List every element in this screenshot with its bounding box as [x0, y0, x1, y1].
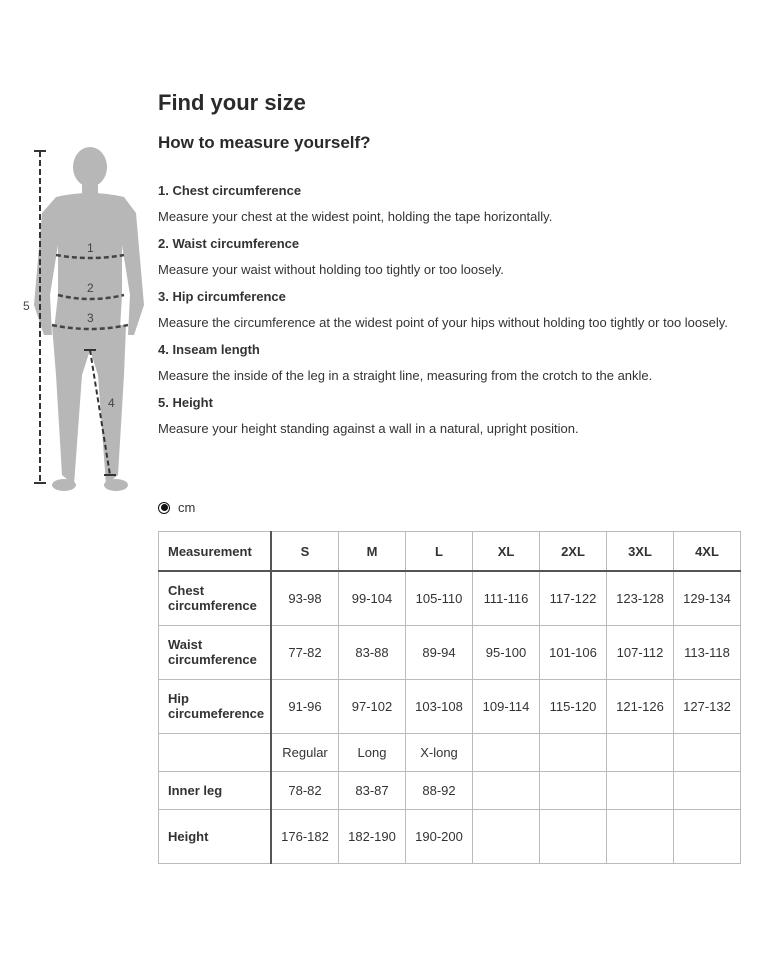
row-label: Hip circumeference: [159, 679, 272, 733]
step-desc-chest: Measure your chest at the widest point, holding the tape horizontally.: [158, 209, 553, 224]
step-title-inseam: 4. Inseam length: [158, 342, 260, 357]
table-header-m: M: [339, 532, 406, 572]
table-header-xl: XL: [473, 532, 540, 572]
figure-label-1: 1: [87, 241, 94, 255]
unit-selector[interactable]: [158, 500, 195, 515]
figure-label-4: 4: [108, 396, 115, 410]
row-label: Height: [159, 809, 272, 863]
table-row: [159, 771, 741, 809]
table-cell: 83-88: [339, 625, 406, 679]
table-cell: [674, 733, 741, 771]
table-row: [159, 733, 741, 771]
table-cell: 121-126: [607, 679, 674, 733]
table-cell: 101-106: [540, 625, 607, 679]
page-subtitle: How to measure yourself?: [158, 133, 371, 152]
figure-label-2: 2: [87, 281, 94, 295]
table-cell: 123-128: [607, 571, 674, 625]
table-cell: 111-116: [473, 571, 540, 625]
step-desc-inseam: Measure the inside of the leg in a straight line, measuring from the crotch to the ankle.: [158, 368, 653, 383]
table-cell: 107-112: [607, 625, 674, 679]
table-header-measurement: Measurement: [159, 532, 272, 572]
row-label: [159, 733, 272, 771]
table-cell: 109-114: [473, 679, 540, 733]
table-cell: 88-92: [406, 771, 473, 809]
table-header-row: [159, 532, 741, 572]
table-cell: 190-200: [406, 809, 473, 863]
table-cell: X-long: [406, 733, 473, 771]
row-label: Chest circumference: [159, 571, 272, 625]
table-cell: 105-110: [406, 571, 473, 625]
page-title: Find your size: [158, 90, 306, 115]
table-header-s: S: [271, 532, 339, 572]
row-label: Inner leg: [159, 771, 272, 809]
step-title-height: 5. Height: [158, 395, 213, 410]
table-cell: [674, 771, 741, 809]
table-cell: [607, 809, 674, 863]
table-cell: [473, 733, 540, 771]
table-cell: 129-134: [674, 571, 741, 625]
table-cell: 78-82: [271, 771, 339, 809]
table-cell: Regular: [271, 733, 339, 771]
table-row: [159, 809, 741, 863]
step-title-waist: 2. Waist circumference: [158, 236, 300, 251]
table-cell: 83-87: [339, 771, 406, 809]
table-cell: Long: [339, 733, 406, 771]
unit-label: cm: [178, 500, 196, 515]
table-cell: 91-96: [271, 679, 339, 733]
table-cell: 97-102: [339, 679, 406, 733]
table-cell: [674, 809, 741, 863]
row-label: Waist circumference: [159, 625, 272, 679]
table-header-3xl: 3XL: [607, 532, 674, 572]
step-title-hip: 3. Hip circumference: [158, 289, 286, 304]
body-measurement-figure: [18, 145, 153, 505]
cm-radio[interactable]: [158, 502, 170, 514]
step-desc-hip: Measure the circumference at the widest point of your hips without holding too tightly or too loosely.: [158, 315, 728, 330]
table-cell: 182-190: [339, 809, 406, 863]
table-cell: 115-120: [540, 679, 607, 733]
table-row: [159, 625, 741, 679]
table-cell: [473, 771, 540, 809]
table-cell: 113-118: [674, 625, 741, 679]
step-title-chest: 1. Chest circumference: [158, 183, 302, 198]
table-cell: 127-132: [674, 679, 741, 733]
table-cell: 95-100: [473, 625, 540, 679]
table-cell: [540, 733, 607, 771]
size-table: [158, 531, 741, 864]
table-cell: [540, 771, 607, 809]
table-cell: 89-94: [406, 625, 473, 679]
figure-label-3: 3: [87, 311, 94, 325]
table-header-4xl: 4XL: [674, 532, 741, 572]
figure-label-5: 5: [23, 299, 30, 313]
table-cell: 77-82: [271, 625, 339, 679]
table-cell: [607, 733, 674, 771]
table-header-2xl: 2XL: [540, 532, 607, 572]
step-desc-height: Measure your height standing against a wall in a natural, upright position.: [158, 421, 579, 436]
table-cell: 93-98: [271, 571, 339, 625]
table-cell: 176-182: [271, 809, 339, 863]
table-cell: 117-122: [540, 571, 607, 625]
table-cell: [473, 809, 540, 863]
table-row: [159, 571, 741, 625]
radio-selected-dot: [161, 504, 168, 511]
table-cell: 99-104: [339, 571, 406, 625]
table-cell: [607, 771, 674, 809]
table-cell: 103-108: [406, 679, 473, 733]
table-row: [159, 679, 741, 733]
measurement-steps: [158, 180, 738, 445]
table-header-l: L: [406, 532, 473, 572]
step-desc-waist: Measure your waist without holding too tightly or too loosely.: [158, 262, 504, 277]
table-cell: [540, 809, 607, 863]
